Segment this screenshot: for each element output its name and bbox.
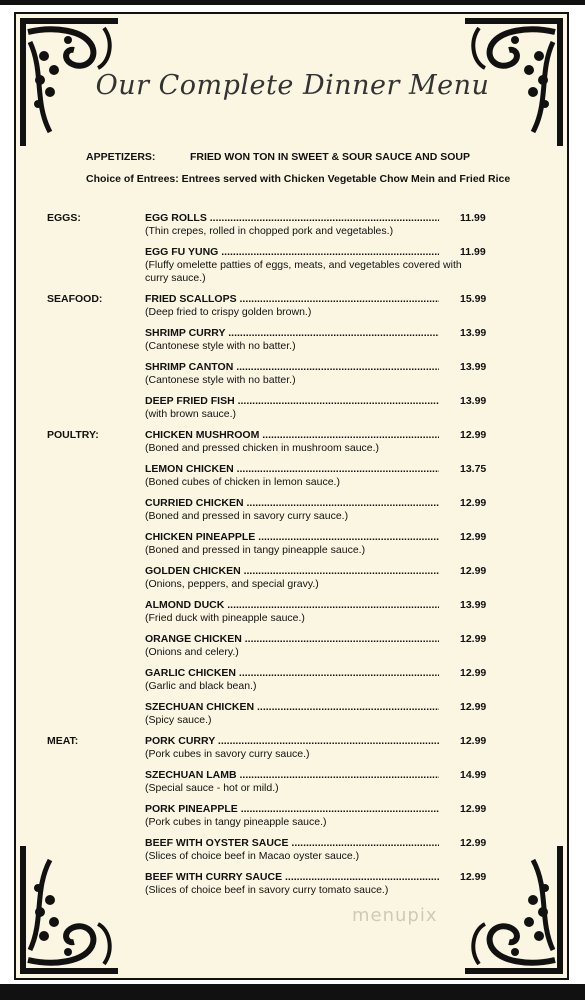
item-description: (Thin crepes, rolled in chopped pork and vegetables.)	[145, 225, 394, 237]
menu-item	[47, 395, 507, 429]
top-border	[0, 0, 585, 5]
item-name: FRIED SCALLOPS .....	[145, 293, 439, 305]
item-name: DEEP FRIED FISH .....	[145, 395, 439, 407]
menu-item	[47, 701, 507, 735]
category-label: EGGS:	[47, 212, 81, 224]
item-name: CHICKEN MUSHROOM .....	[145, 429, 439, 441]
menu-item	[47, 246, 507, 293]
item-description: (Slices of choice beef in Macao oyster sauce.)	[145, 850, 360, 862]
item-price: 14.99	[460, 769, 487, 781]
item-price: 12.99	[460, 667, 487, 679]
menu-item	[47, 293, 507, 327]
menu-item	[47, 633, 507, 667]
item-description: (Pork cubes in savory curry sauce.)	[145, 748, 310, 760]
menu-item	[47, 531, 507, 565]
item-name: BEEF WITH OYSTER SAUCE .....	[145, 837, 439, 849]
item-price: 13.99	[460, 395, 487, 407]
item-price: 11.99	[460, 212, 486, 224]
menu-item	[47, 212, 507, 246]
item-name: ALMOND DUCK .....	[145, 599, 439, 611]
menu-item	[47, 429, 507, 463]
item-description: (Pork cubes in tangy pineapple sauce.)	[145, 816, 327, 828]
menu-item	[47, 361, 507, 395]
menu-item	[47, 735, 507, 769]
item-description: (Cantonese style with no batter.)	[145, 340, 296, 352]
watermark-logo: menupix	[352, 905, 438, 926]
appetizers-line	[86, 151, 470, 163]
item-name: LEMON CHICKEN .....	[145, 463, 439, 475]
menu-item	[47, 327, 507, 361]
item-name: CHICKEN PINEAPPLE .....	[145, 531, 439, 543]
item-description: (Fried duck with pineapple sauce.)	[145, 612, 305, 624]
item-description: (with brown sauce.)	[145, 408, 237, 420]
appetizers-value: FRIED WON TON IN SWEET & SOUR SAUCE AND SOUP	[190, 151, 471, 163]
item-description: (Boned and pressed in savory curry sauce.)	[145, 510, 349, 522]
menu-item	[47, 769, 507, 803]
item-description: (Slices of choice beef in savory curry tomato sauce.)	[145, 884, 389, 896]
item-price: 12.99	[460, 565, 487, 577]
item-price: 12.99	[460, 735, 487, 747]
item-name: SZECHUAN CHICKEN .....	[145, 701, 439, 713]
item-name: GOLDEN CHICKEN .....	[145, 565, 439, 577]
category-label: MEAT:	[47, 735, 79, 747]
item-description: (Boned cubes of chicken in lemon sauce.)	[145, 476, 340, 488]
item-price: 12.99	[460, 871, 487, 883]
item-description: (Boned and pressed in tangy pineapple sauce.)	[145, 544, 366, 556]
item-description: (Onions and celery.)	[145, 646, 239, 658]
item-name: SZECHUAN LAMB .....	[145, 769, 439, 781]
item-price: 11.99	[460, 246, 486, 258]
menu-item	[47, 871, 507, 905]
item-description: (Deep fried to crispy golden brown.)	[145, 306, 312, 318]
item-price: 12.99	[460, 633, 487, 645]
bottom-border	[0, 984, 585, 1000]
item-name: CURRIED CHICKEN .....	[145, 497, 439, 509]
item-description: (Special sauce - hot or mild.)	[145, 782, 279, 794]
item-price: 12.99	[460, 429, 487, 441]
item-description: (Garlic and black bean.)	[145, 680, 257, 692]
category-label: POULTRY:	[47, 429, 99, 441]
menu-item	[47, 803, 507, 837]
menu-item	[47, 667, 507, 701]
item-name: PORK PINEAPPLE .....	[145, 803, 439, 815]
item-price: 12.99	[460, 803, 487, 815]
menu-item	[47, 565, 507, 599]
item-description: (Fluffy omelette patties of eggs, meats, and vegetables covered with curry sauce.)	[145, 259, 462, 284]
item-name: PORK CURRY .....	[145, 735, 439, 747]
item-price: 13.99	[460, 361, 487, 373]
category-label: SEAFOOD:	[47, 293, 103, 305]
page-title: Our Complete Dinner Menu	[95, 70, 490, 101]
item-name: EGG ROLLS .....	[145, 212, 439, 224]
item-price: 12.99	[460, 497, 487, 509]
item-name: SHRIMP CURRY .....	[145, 327, 439, 339]
menu-list	[47, 212, 507, 905]
item-description: (Boned and pressed chicken in mushroom sauce.)	[145, 442, 380, 454]
item-name: ORANGE CHICKEN .....	[145, 633, 439, 645]
item-price: 12.99	[460, 701, 487, 713]
item-name: BEEF WITH CURRY SAUCE .....	[145, 871, 439, 883]
entrees-note: Choice of Entrees: Entrees served with Chicken Vegetable Chow Mein and Fried Rice	[86, 173, 511, 185]
item-name: SHRIMP CANTON .....	[145, 361, 439, 373]
item-description: (Cantonese style with no batter.)	[145, 374, 296, 386]
item-price: 15.99	[460, 293, 487, 305]
appetizers-label: APPETIZERS:	[86, 151, 156, 163]
item-price: 13.75	[460, 463, 487, 475]
item-price: 12.99	[460, 837, 487, 849]
menu-item	[47, 837, 507, 871]
item-name: EGG FU YUNG .....	[145, 246, 439, 258]
menu-item	[47, 497, 507, 531]
item-description: (Spicy sauce.)	[145, 714, 212, 726]
item-name: GARLIC CHICKEN .....	[145, 667, 439, 679]
item-description: (Onions, peppers, and special gravy.)	[145, 578, 319, 590]
menu-item	[47, 463, 507, 497]
menu-item	[47, 599, 507, 633]
item-price: 13.99	[460, 327, 487, 339]
item-price: 13.99	[460, 599, 487, 611]
item-price: 12.99	[460, 531, 487, 543]
